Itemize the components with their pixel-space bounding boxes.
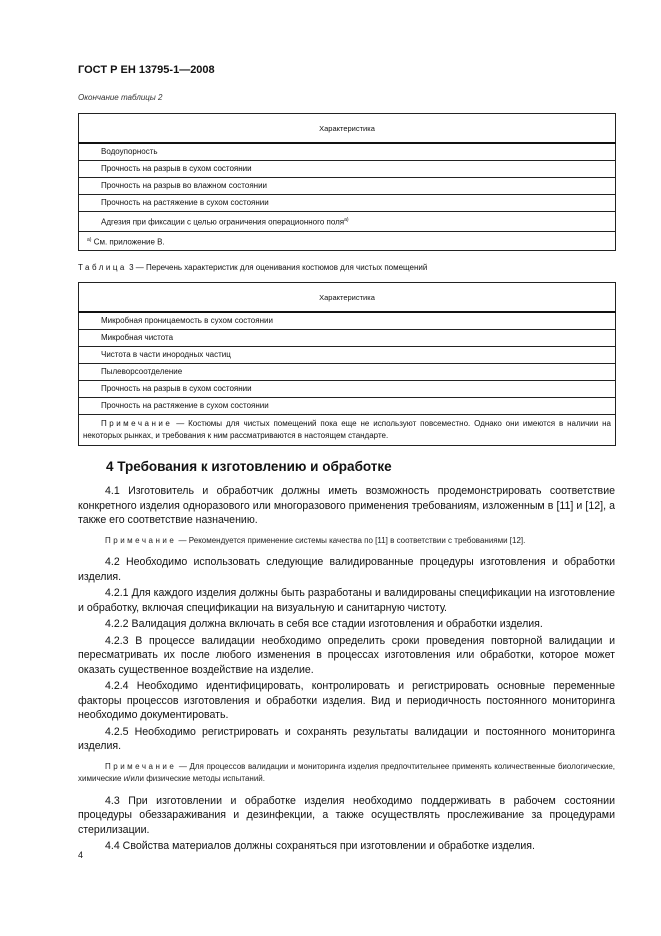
table-row xyxy=(79,178,616,195)
table-row xyxy=(79,364,616,381)
note-text: — Костюмы для чистых помещений пока еще не используют повсеместно. Однако они имеются в наличии на некоторых рынках, и требования к ним рассматриваются в настоящем стандарте. xyxy=(83,419,611,440)
paragraph-4-1: 4.1 Изготовитель и обработчик должны иметь возможность продемонстрировать соответствие конкретного изделия одноразового или многоразового применения требованиям, изложенным в [11] и [12], а также его соответствие назначению. xyxy=(78,485,615,526)
section-title: 4 Требования к изготовлению и обработке xyxy=(106,459,392,474)
footnote-row xyxy=(79,231,616,251)
table-cell: Чистота в части инородных частиц xyxy=(79,347,616,364)
document-header: ГОСТ Р ЕН 13795-1—2008 xyxy=(78,64,215,76)
table-cell: Прочность на разрыв в сухом состоянии xyxy=(79,381,616,398)
note-label: Примечание xyxy=(105,761,177,771)
table-header: Характеристика xyxy=(79,283,616,313)
table-row xyxy=(79,195,616,212)
page-number: 4 xyxy=(78,850,84,860)
note-text: — Для процессов валидации и мониторинга изделия предпочтительнее применять количественные биологические, химические и/или физические методы испытаний. xyxy=(78,761,615,783)
table-row xyxy=(79,347,616,364)
footnote-ref: а) xyxy=(344,217,349,223)
paragraph-4-4: 4.4 Свойства материалов должны сохраняться при изготовлении и обработке изделия. xyxy=(105,840,535,852)
table-2 xyxy=(78,113,616,251)
footnote-mark: а) xyxy=(87,236,92,243)
note-label: Примечание xyxy=(101,419,173,428)
table-cell: Микробная чистота xyxy=(79,330,616,347)
table-row xyxy=(79,381,616,398)
table-cell: Микробная проницаемость в сухом состоянии xyxy=(79,312,616,330)
cell-text: Адгезия при фиксации с целью ограничения операционного поля xyxy=(101,217,345,227)
paragraph-4-3: 4.3 При изготовлении и обработке изделия необходимо поддерживать в рабочем состоянии процедуры обеззараживания и дезинфекции, а также осуществлять прослеживание за процедурами стерилизации. xyxy=(78,794,615,836)
table-row xyxy=(79,398,616,415)
table-row xyxy=(79,161,616,178)
paragraph-4-2-4: 4.2.4 Необходимо идентифицировать, контролировать и регистрировать основные переменные факторы процессов изготовления и обработки изделия. Вид и периодичность постоянного мониторинга необходимо документировать. xyxy=(78,680,615,721)
table-row xyxy=(79,143,616,161)
footnote-text: См. приложение В. xyxy=(93,237,165,247)
note-cell xyxy=(79,415,616,446)
table2-caption: Окончание таблицы 2 xyxy=(78,93,163,102)
table-cell: Водоупорность xyxy=(79,143,616,161)
paragraph-4-2-1: 4.2.1 Для каждого изделия должны быть разработаны и валидированы спецификации на изготовление и обработку, включая спецификации на визуальную и санитарную чистоту. xyxy=(78,587,615,614)
note-label: Примечание xyxy=(105,535,177,545)
table-cell: Прочность на растяжение в сухом состоянии xyxy=(79,195,616,212)
table-row xyxy=(79,312,616,330)
note-2 xyxy=(78,761,615,786)
table-cell xyxy=(79,212,616,232)
note-1 xyxy=(78,535,615,548)
paragraph-4-2-5: 4.2.5 Необходимо регистрировать и сохранять результаты валидации и постоянного мониторинга изделия. xyxy=(78,725,615,752)
table-row xyxy=(79,330,616,347)
section-4 xyxy=(78,459,615,856)
table3-caption xyxy=(78,263,427,272)
paragraph-4-2-3: 4.2.3 В процессе валидации необходимо определить сроки проведения повторной валидации и пересматривать их после любого изменения в процессах изготовления или обработки, которое может оказать существенное воздействие на изделие. xyxy=(78,634,615,676)
table-cell: Прочность на разрыв в сухом состоянии xyxy=(79,161,616,178)
table-3 xyxy=(78,282,616,446)
caption-label: Таблица xyxy=(78,263,127,272)
note-text: — Рекомендуется применение системы качества по [11] в соответствии с требованиями [12]. xyxy=(176,535,526,545)
paragraph-4-2-2: 4.2.2 Валидация должна включать в себя все стадии изготовления и обработки изделия. xyxy=(105,618,543,630)
table-header: Характеристика xyxy=(79,114,616,144)
note-row xyxy=(79,415,616,446)
table-cell: Пылеворсоотделение xyxy=(79,364,616,381)
footnote-cell xyxy=(79,231,616,251)
table-cell: Прочность на разрыв во влажном состоянии xyxy=(79,178,616,195)
paragraph-4-2: 4.2 Необходимо использовать следующие валидированные процедуры изготовления и обработки изделия. xyxy=(78,556,615,583)
table-row xyxy=(79,212,616,232)
table-cell: Прочность на растяжение в сухом состоянии xyxy=(79,398,616,415)
caption-text: 3 — Перечень характеристик для оценивания костюмов для чистых помещений xyxy=(129,263,428,272)
